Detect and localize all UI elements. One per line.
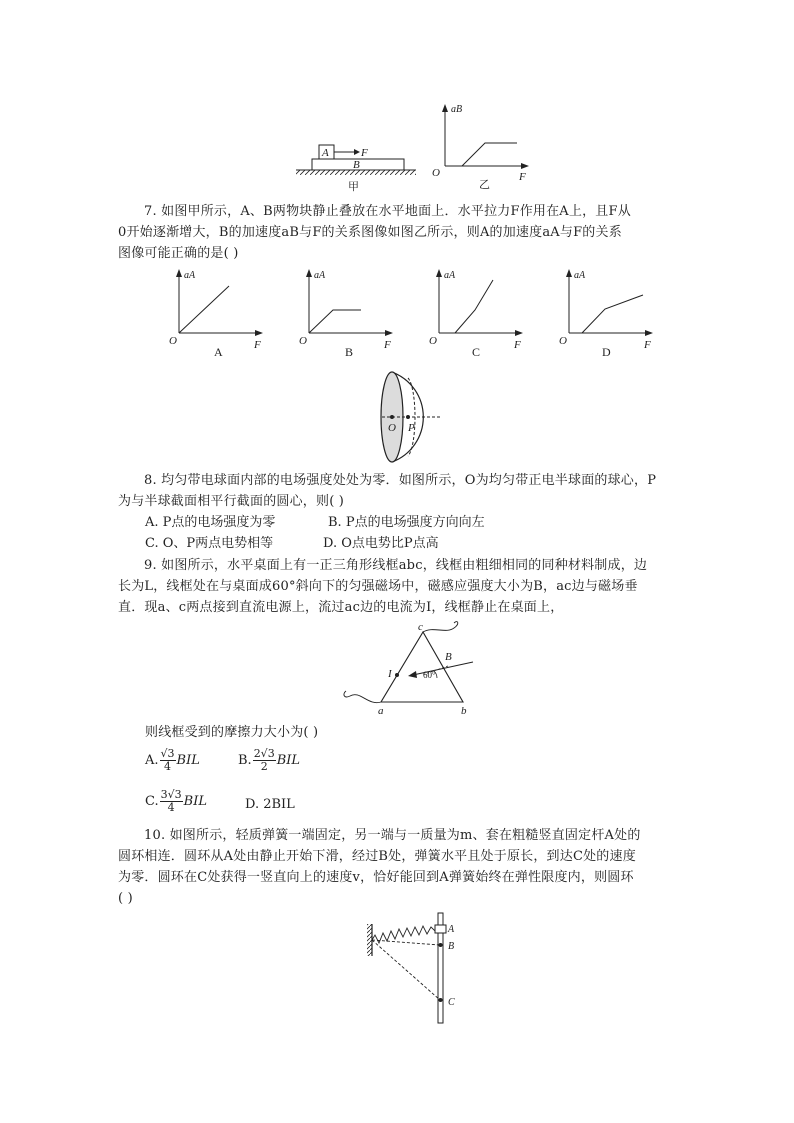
x-axis-label: F: [514, 339, 521, 351]
option-suffix: BIL: [176, 753, 200, 768]
q10-line3: 为零．圆环在C处获得一竖直向上的速度v，恰好能回到A弹簧始终在弹性限度内，则圆环: [118, 870, 634, 885]
option-label: B: [345, 345, 354, 359]
label-a: A: [448, 924, 455, 935]
label-current: I: [388, 668, 392, 680]
q7-graph-d: [555, 265, 665, 362]
option-suffix: BIL: [183, 794, 207, 809]
q8-option-c: C. O、P两点电势相等: [145, 536, 274, 551]
label-c: C: [448, 997, 455, 1008]
q9-figure: [340, 620, 485, 718]
q10-line1: 10. 如图所示，轻质弹簧一端固定，另一端与一质量为m、套在粗糙竖直固定杆A处的: [144, 828, 641, 843]
q8-option-b: B. P点的电场强度方向向左: [328, 515, 485, 530]
q10-line4: ( ): [118, 891, 133, 906]
q7-line1: 7. 如图甲所示，A、B两物块静止叠放在水平地面上．水平拉力F作用在A上，且F从: [144, 204, 631, 219]
y-axis-label: aA: [574, 270, 586, 281]
q9-line3: 直．现a、c两点接到直流电源上，流过ac边的电流为I，线框静止在桌面上，: [118, 600, 564, 615]
origin-label: O: [559, 335, 567, 347]
option-prefix: A.: [145, 753, 159, 768]
origin-label: O: [432, 167, 440, 179]
origin-label: O: [299, 335, 307, 347]
graph-line: [582, 295, 643, 333]
wire-top: [423, 622, 458, 632]
option-label: A: [214, 345, 223, 359]
q8-line2: 为与半球截面相平行截面的圆心，则( ): [118, 494, 345, 509]
q9-option-d: D. 2BIL: [245, 797, 295, 812]
y-axis-label: aA: [314, 270, 326, 281]
point-b: [439, 943, 443, 947]
denominator: 4: [164, 760, 172, 773]
q7-line2: 0开始逐渐增大，B的加速度aB与F的关系图像如图乙所示，则A的加速度aA与F的关系: [118, 225, 622, 240]
label-angle: 60°: [423, 670, 436, 680]
q8-option-a: A. P点的电场强度为零: [145, 515, 276, 530]
q7-graph-c: [425, 265, 535, 362]
wall-hatch: [367, 924, 372, 956]
y-axis-arrow: [306, 269, 312, 277]
dashed-b: [372, 940, 440, 945]
numerator: √3: [160, 747, 175, 760]
y-axis-label: aA: [444, 270, 456, 281]
fraction: [253, 748, 276, 773]
y-axis-label: aA: [184, 270, 196, 281]
option-prefix: B.: [238, 753, 252, 768]
numerator: 2√3: [253, 747, 275, 760]
numerator: 3√3: [160, 788, 182, 801]
y-axis-arrow: [442, 104, 448, 112]
field-line: [413, 662, 473, 675]
origin-label: O: [429, 335, 437, 347]
q9-option-a: [145, 748, 200, 773]
fraction: [160, 789, 183, 814]
point-o: [390, 415, 394, 419]
option-prefix: C.: [145, 794, 159, 809]
q10-figure: [362, 910, 462, 1028]
option-label: C: [472, 345, 481, 359]
x-axis-arrow: [521, 163, 529, 169]
force-label: F: [361, 147, 368, 159]
block-a-label: A: [322, 147, 329, 159]
ring: [435, 925, 446, 933]
q8-line1: 8. 均匀带电球面内部的电场强度处处为零．如图所示，O为均匀带正电半球面的球心，P: [144, 473, 657, 488]
label-o: O: [388, 422, 396, 434]
q9-line2: 长为L，线框处在与桌面成60°斜向下的匀强磁场中，磁感应强度大小为B，ac边与磁场垂: [118, 579, 638, 594]
graph-line: [309, 310, 361, 333]
denominator: 4: [167, 801, 175, 814]
y-axis-arrow: [566, 269, 572, 277]
label-b: b: [461, 705, 467, 717]
hemisphere-figure: [372, 365, 447, 470]
caption-yi: 乙: [479, 179, 490, 191]
y-axis-arrow: [436, 269, 442, 277]
x-axis-label: F: [644, 339, 651, 351]
y-axis-arrow: [176, 269, 182, 277]
dashed-c: [372, 940, 440, 1000]
label-a: a: [378, 705, 384, 717]
label-b-field: B: [445, 651, 452, 663]
label-p: P: [408, 422, 415, 434]
option-label: D: [602, 345, 611, 359]
force-arrow-head: [354, 149, 360, 155]
x-axis-arrow: [645, 330, 653, 336]
figure-yi: [415, 100, 540, 195]
label-c: c: [418, 621, 423, 633]
q7-line3: 图像可能正确的是( ): [118, 246, 239, 261]
graph-line: [455, 280, 493, 333]
label-b: B: [448, 941, 455, 952]
current-dot: [395, 673, 399, 677]
x-axis-arrow: [255, 330, 263, 336]
caption-jia: 甲: [348, 181, 359, 193]
q9-line4: 则线框受到的摩擦力大小为( ): [145, 725, 319, 740]
x-axis-arrow: [385, 330, 393, 336]
q8-option-d: D. O点电势比P点高: [323, 536, 439, 551]
q10-line2: 圆环相连．圆环从A处由静止开始下滑，经过B处，弹簧水平且处于原长，到达C处的速度: [118, 849, 636, 864]
wire-left: [344, 691, 381, 703]
denominator: 2: [260, 760, 268, 773]
q7-graph-b: [295, 265, 405, 362]
ab-curve: [462, 143, 517, 166]
graph-line: [179, 286, 229, 333]
point-p: [406, 415, 410, 419]
x-axis-label: F: [519, 171, 526, 183]
q9-option-b: [238, 748, 300, 773]
x-axis-label: F: [254, 339, 261, 351]
figure-jia: [290, 140, 420, 196]
field-arrow-head: [408, 671, 417, 678]
q7-graph-a: [165, 265, 275, 362]
x-axis-label: F: [384, 339, 391, 351]
y-axis-label: aB: [451, 104, 463, 115]
block-b-label: B: [353, 159, 360, 171]
x-axis-arrow: [515, 330, 523, 336]
point-c: [439, 998, 443, 1002]
origin-label: O: [169, 335, 177, 347]
option-suffix: BIL: [276, 753, 301, 768]
q9-option-c: [145, 789, 207, 814]
q9-line1: 9. 如图所示，水平桌面上有一正三角形线框abc，线框由粗细相同的同种材料制成，边: [144, 558, 648, 573]
fraction: [160, 748, 176, 773]
